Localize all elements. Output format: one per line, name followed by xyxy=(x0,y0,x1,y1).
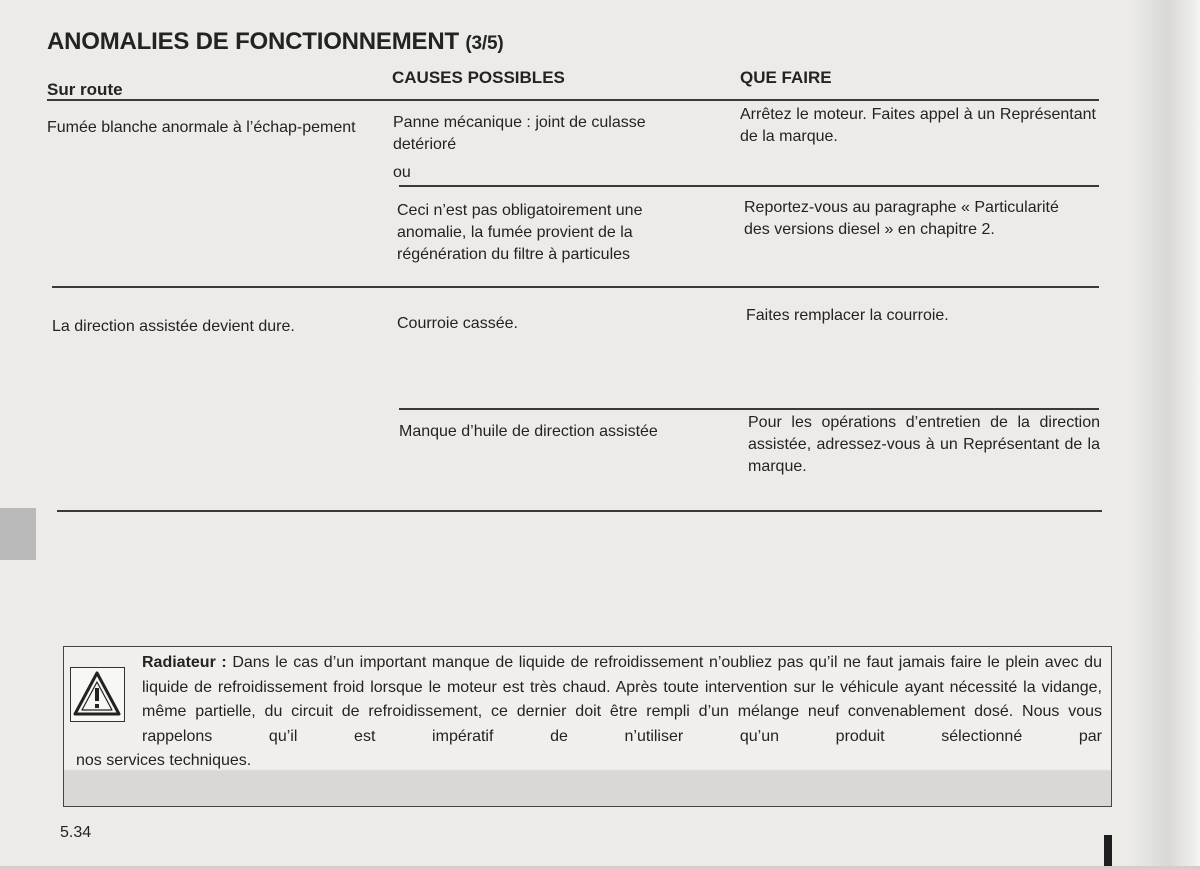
action-stop-engine: Arrêtez le moteur. Faites appel à un Représentant de la marque. xyxy=(740,106,1096,145)
action-replace-belt: Faites remplacer la courroie. xyxy=(746,307,949,324)
warning-text xyxy=(142,651,1102,749)
row-rule-3 xyxy=(399,408,1099,410)
warning-radiator-box xyxy=(63,646,1112,807)
cause-broken-belt: Courroie cassée. xyxy=(397,315,518,332)
header-rule xyxy=(47,99,1099,101)
header-situation: Sur route xyxy=(47,80,123,99)
page-title-text: ANOMALIES DE FONCTIONNEMENT xyxy=(47,28,459,55)
symptom-hard-steering: La direction assistée devient dure. xyxy=(52,318,295,335)
chapter-edge-tab xyxy=(0,508,36,560)
cause-particle-filter: Ceci n’est pas obligatoirement une anomalie, la fumée provient de la régénération du filtre à particules xyxy=(397,202,643,263)
page-title-part: (3/5) xyxy=(465,33,504,54)
warning-text-end: nos services techniques. xyxy=(76,752,252,769)
row-rule-2 xyxy=(52,286,1099,288)
warning-text-main: Dans le cas d’un important manque de liquide de refroidissement n’oubliez pas qu’il ne faut jamais faire le plein avec du liquide de refroidissement froid lorsque le moteur est très chaud. Après toute intervention sur le véhicule ayant nécessité la vidange, même partielle, du circuit de refroidissement, ce dernier doit être rempli d’un mélange neuf convenablement dosé. Nous vous rappelons qu’il est impératif de n’utiliser qu’un produit sélectionné par xyxy=(142,654,1102,745)
warning-label: Radiateur : xyxy=(142,654,227,671)
action-diesel-section: Reportez-vous au paragraphe « Particularité des versions diesel » en chapitre 2. xyxy=(744,199,1059,238)
header-actions: QUE FAIRE xyxy=(740,68,832,87)
page-corner-mark xyxy=(1104,835,1112,869)
header-causes: CAUSES POSSIBLES xyxy=(392,68,565,87)
action-steering-service: Pour les opérations d’entretien de la direction assistée, adressez-vous à un Représentant de la marque. xyxy=(748,414,1100,475)
symptom-white-smoke: Fumée blanche anormale à l’échap-pement xyxy=(47,119,356,136)
page-gutter-shadow xyxy=(1130,0,1200,869)
warning-icon-frame xyxy=(70,667,125,722)
warning-triangle-icon xyxy=(71,668,123,720)
cause-connector-or: ou xyxy=(393,164,411,181)
page-title xyxy=(47,28,503,56)
row-rule-1 xyxy=(399,185,1099,187)
cause-low-steering-oil: Manque d’huile de direction assistée xyxy=(399,423,658,440)
cause-head-gasket: Panne mécanique : joint de culasse detérioré xyxy=(393,114,646,153)
page-number: 5.34 xyxy=(60,824,92,841)
row-rule-4 xyxy=(57,510,1102,512)
